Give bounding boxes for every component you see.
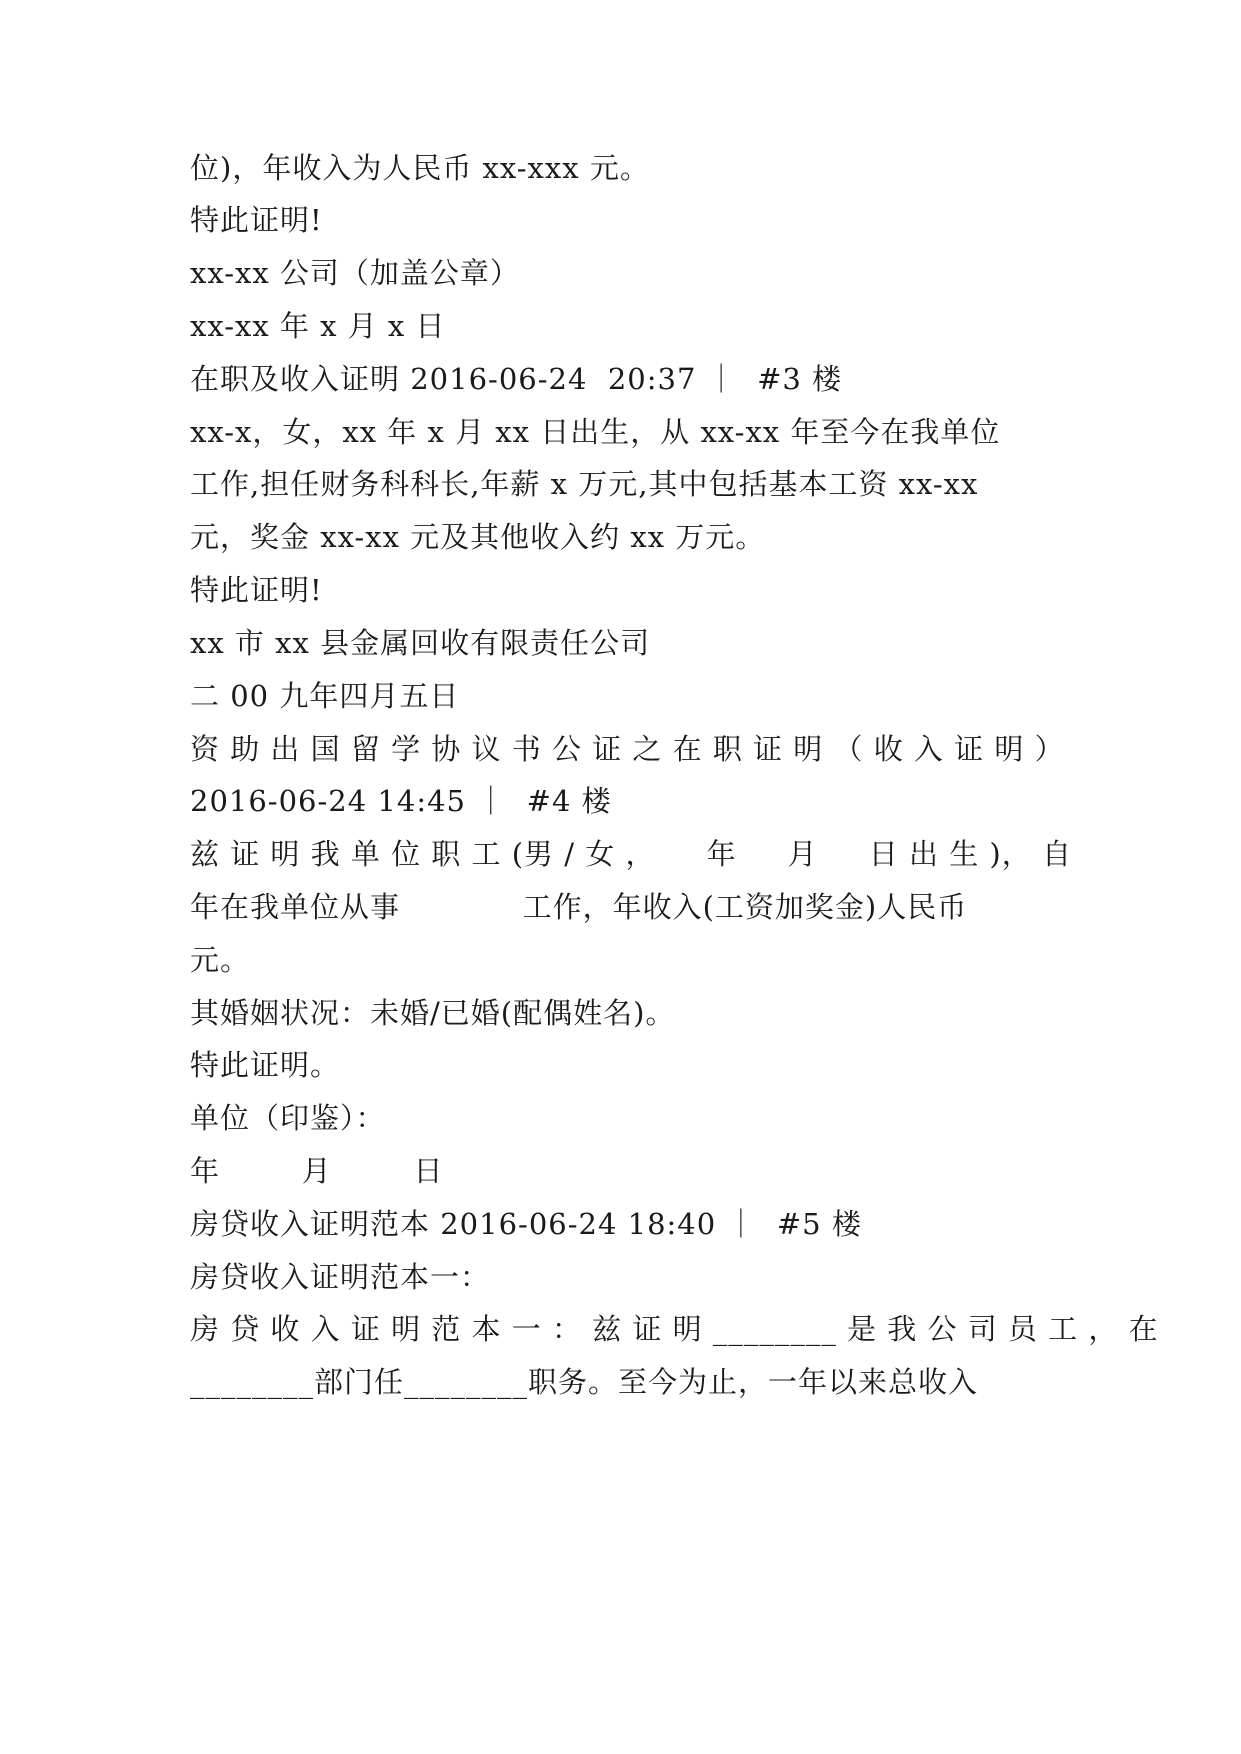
text-line: 特此证明! — [190, 573, 323, 607]
text-line: ________部门任________职务。至今为止，一年以来总收入 — [190, 1365, 979, 1399]
post-header: 2016-06-24 14:45 ｜ #4 楼 — [190, 784, 612, 818]
text-line: 年 月 日 — [190, 1154, 444, 1188]
text-line: xx-x，女，xx 年 x 月 xx 日出生，从 xx-xx 年至今在我单位 — [190, 415, 1001, 449]
text-line: xx-xx 公司（加盖公章） — [190, 256, 520, 290]
text-line: 年在我单位从事 工作，年收入(工资加奖金)人民币 — [190, 890, 968, 924]
text-line: 其婚姻状况：未婚/已婚(配偶姓名)。 — [190, 996, 676, 1030]
text-line: xx-xx 年 x 月 x 日 — [190, 309, 446, 343]
text-line: 元，奖金 xx-xx 元及其他收入约 xx 万元。 — [190, 520, 766, 554]
text-line: 特此证明! — [190, 203, 323, 237]
text-line: 元。 — [190, 943, 251, 977]
text-line: 工作,担任财务科科长,年薪 x 万元,其中包括基本工资 xx-xx — [190, 467, 979, 501]
text-line: 单位（印鉴）： — [190, 1101, 386, 1135]
text-line: 特此证明。 — [190, 1048, 341, 1082]
text-line: 房贷收入证明范本一： — [190, 1260, 491, 1294]
text-line: 房 贷 收 入 证 明 范 本 一 ： 兹 证 明 ________ 是 我 公 司 员 工 ， 在 — [190, 1312, 1159, 1346]
text-line: 兹 证 明 我 单 位 职 工 (男 / 女 ， 年 月 日 出 生 )， 自 — [190, 837, 1072, 871]
post-header: 资 助 出 国 留 学 协 议 书 公 证 之 在 职 证 明 （ 收 入 证 明 ） — [190, 732, 1065, 766]
text-line: xx 市 xx 县金属回收有限责任公司 — [190, 626, 651, 660]
post-header: 房贷收入证明范本 2016-06-24 18:40 ｜ #5 楼 — [190, 1207, 862, 1241]
text-line: 二 00 九年四月五日 — [190, 679, 460, 713]
text-line: 位)，年收入为人民币 xx-xxx 元。 — [190, 151, 650, 185]
post-header: 在职及收入证明 2016-06-24 20:37 ｜ #3 楼 — [190, 362, 843, 396]
